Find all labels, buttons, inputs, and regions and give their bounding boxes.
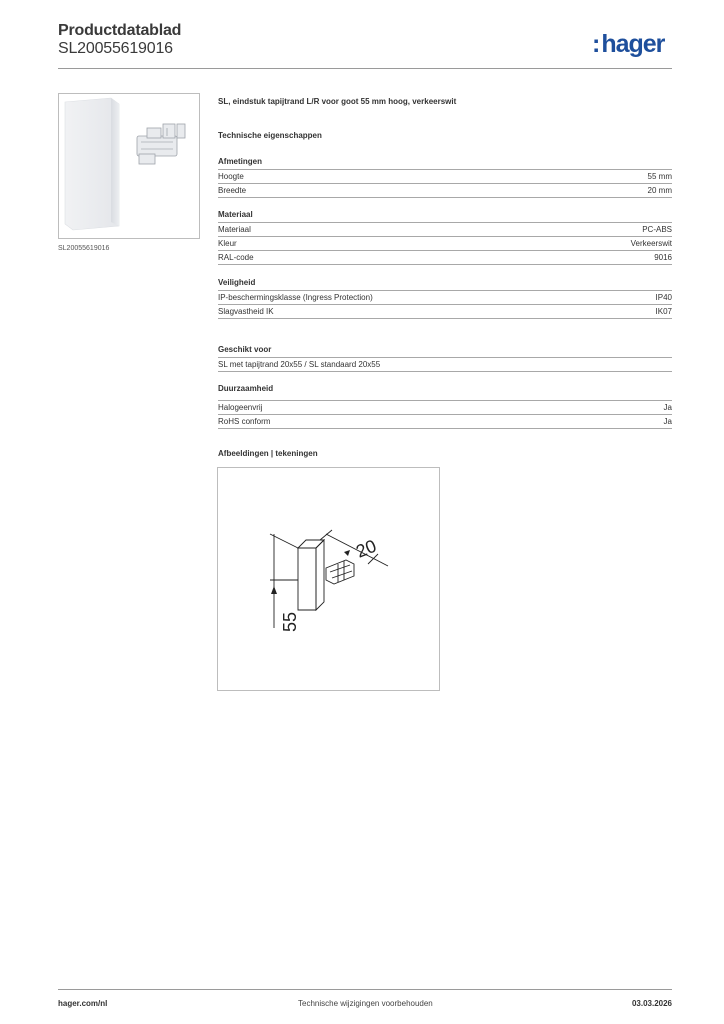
product-image [58,93,200,239]
section-end-rule [218,197,672,198]
product-code: SL20055619016 [58,40,173,57]
footer-date: 03.03.2026 [631,999,672,1008]
spec-value: Ja [663,403,672,412]
spec-value: 55 mm [647,172,672,181]
header-divider [58,68,672,69]
section-end-rule [218,371,672,372]
spec-label: IP-beschermingsklasse (Ingress Protection) [218,293,373,302]
spec-label: Halogeenvrij [218,403,263,412]
section-title-duurzaamheid: Duurzaamheid [218,384,274,393]
image-caption: SL20055619016 [58,245,110,252]
spec-label: Kleur [218,239,237,248]
product-description: SL, eindstuk tapijtrand L/R voor goot 55 mm hoog, verkeerswit [218,97,457,106]
height-dimension-label: 55 [280,611,300,632]
width-arrow-icon [344,550,350,556]
spec-row [218,250,672,265]
technical-properties-heading: Technische eigenschappen [218,131,322,140]
spec-label: SL met tapijtrand 20x55 / SL standaard 20x55 [218,360,381,369]
logo-text: hager [601,30,665,58]
spec-row [218,290,672,305]
spec-label: RAL-code [218,253,254,262]
section-end-rule [218,264,672,265]
footer-divider [58,989,672,990]
spec-row [218,183,672,198]
spec-label: RoHS conform [218,417,271,426]
spec-label: Breedte [218,186,247,195]
section-title-geschikt-voor: Geschikt voor [218,345,272,354]
logo-colon: : [592,30,601,58]
spec-value: 20 mm [647,186,672,195]
drawings-heading: Afbeeldingen | tekeningen [218,449,318,458]
technical-drawing [217,467,440,691]
footer-website-link[interactable]: hager.com/nl [58,999,108,1008]
section-end-rule [218,318,672,319]
spec-row [218,357,672,372]
spec-row [218,304,672,319]
spec-row [218,236,672,251]
width-dimension-label: 20 [353,535,380,562]
height-arrow-icon [271,586,277,594]
section-title-materiaal: Materiaal [218,210,253,219]
spec-value: 9016 [654,253,672,262]
page-title: Productdatablad [58,22,182,39]
spec-row [218,169,672,184]
spec-row [218,222,672,237]
spec-label: Materiaal [218,225,251,234]
section-end-rule [218,428,672,429]
spec-value: IP40 [655,293,672,302]
hager-logo [592,30,664,59]
spec-row [218,414,672,429]
footer-disclaimer: Technische wijzigingen voorbehouden [298,999,433,1008]
product-photo-illustration [59,94,199,238]
dimension-drawing [218,468,439,690]
spec-row [218,400,672,415]
spec-label: Hoogte [218,172,244,181]
spec-value: Verkeerswit [630,239,672,248]
spec-value: PC-ABS [642,225,672,234]
spec-label: Slagvastheid IK [218,307,274,316]
section-title-afmetingen: Afmetingen [218,157,262,166]
section-title-veiligheid: Veiligheid [218,278,256,287]
spec-value: Ja [663,417,672,426]
spec-value: IK07 [655,307,672,316]
